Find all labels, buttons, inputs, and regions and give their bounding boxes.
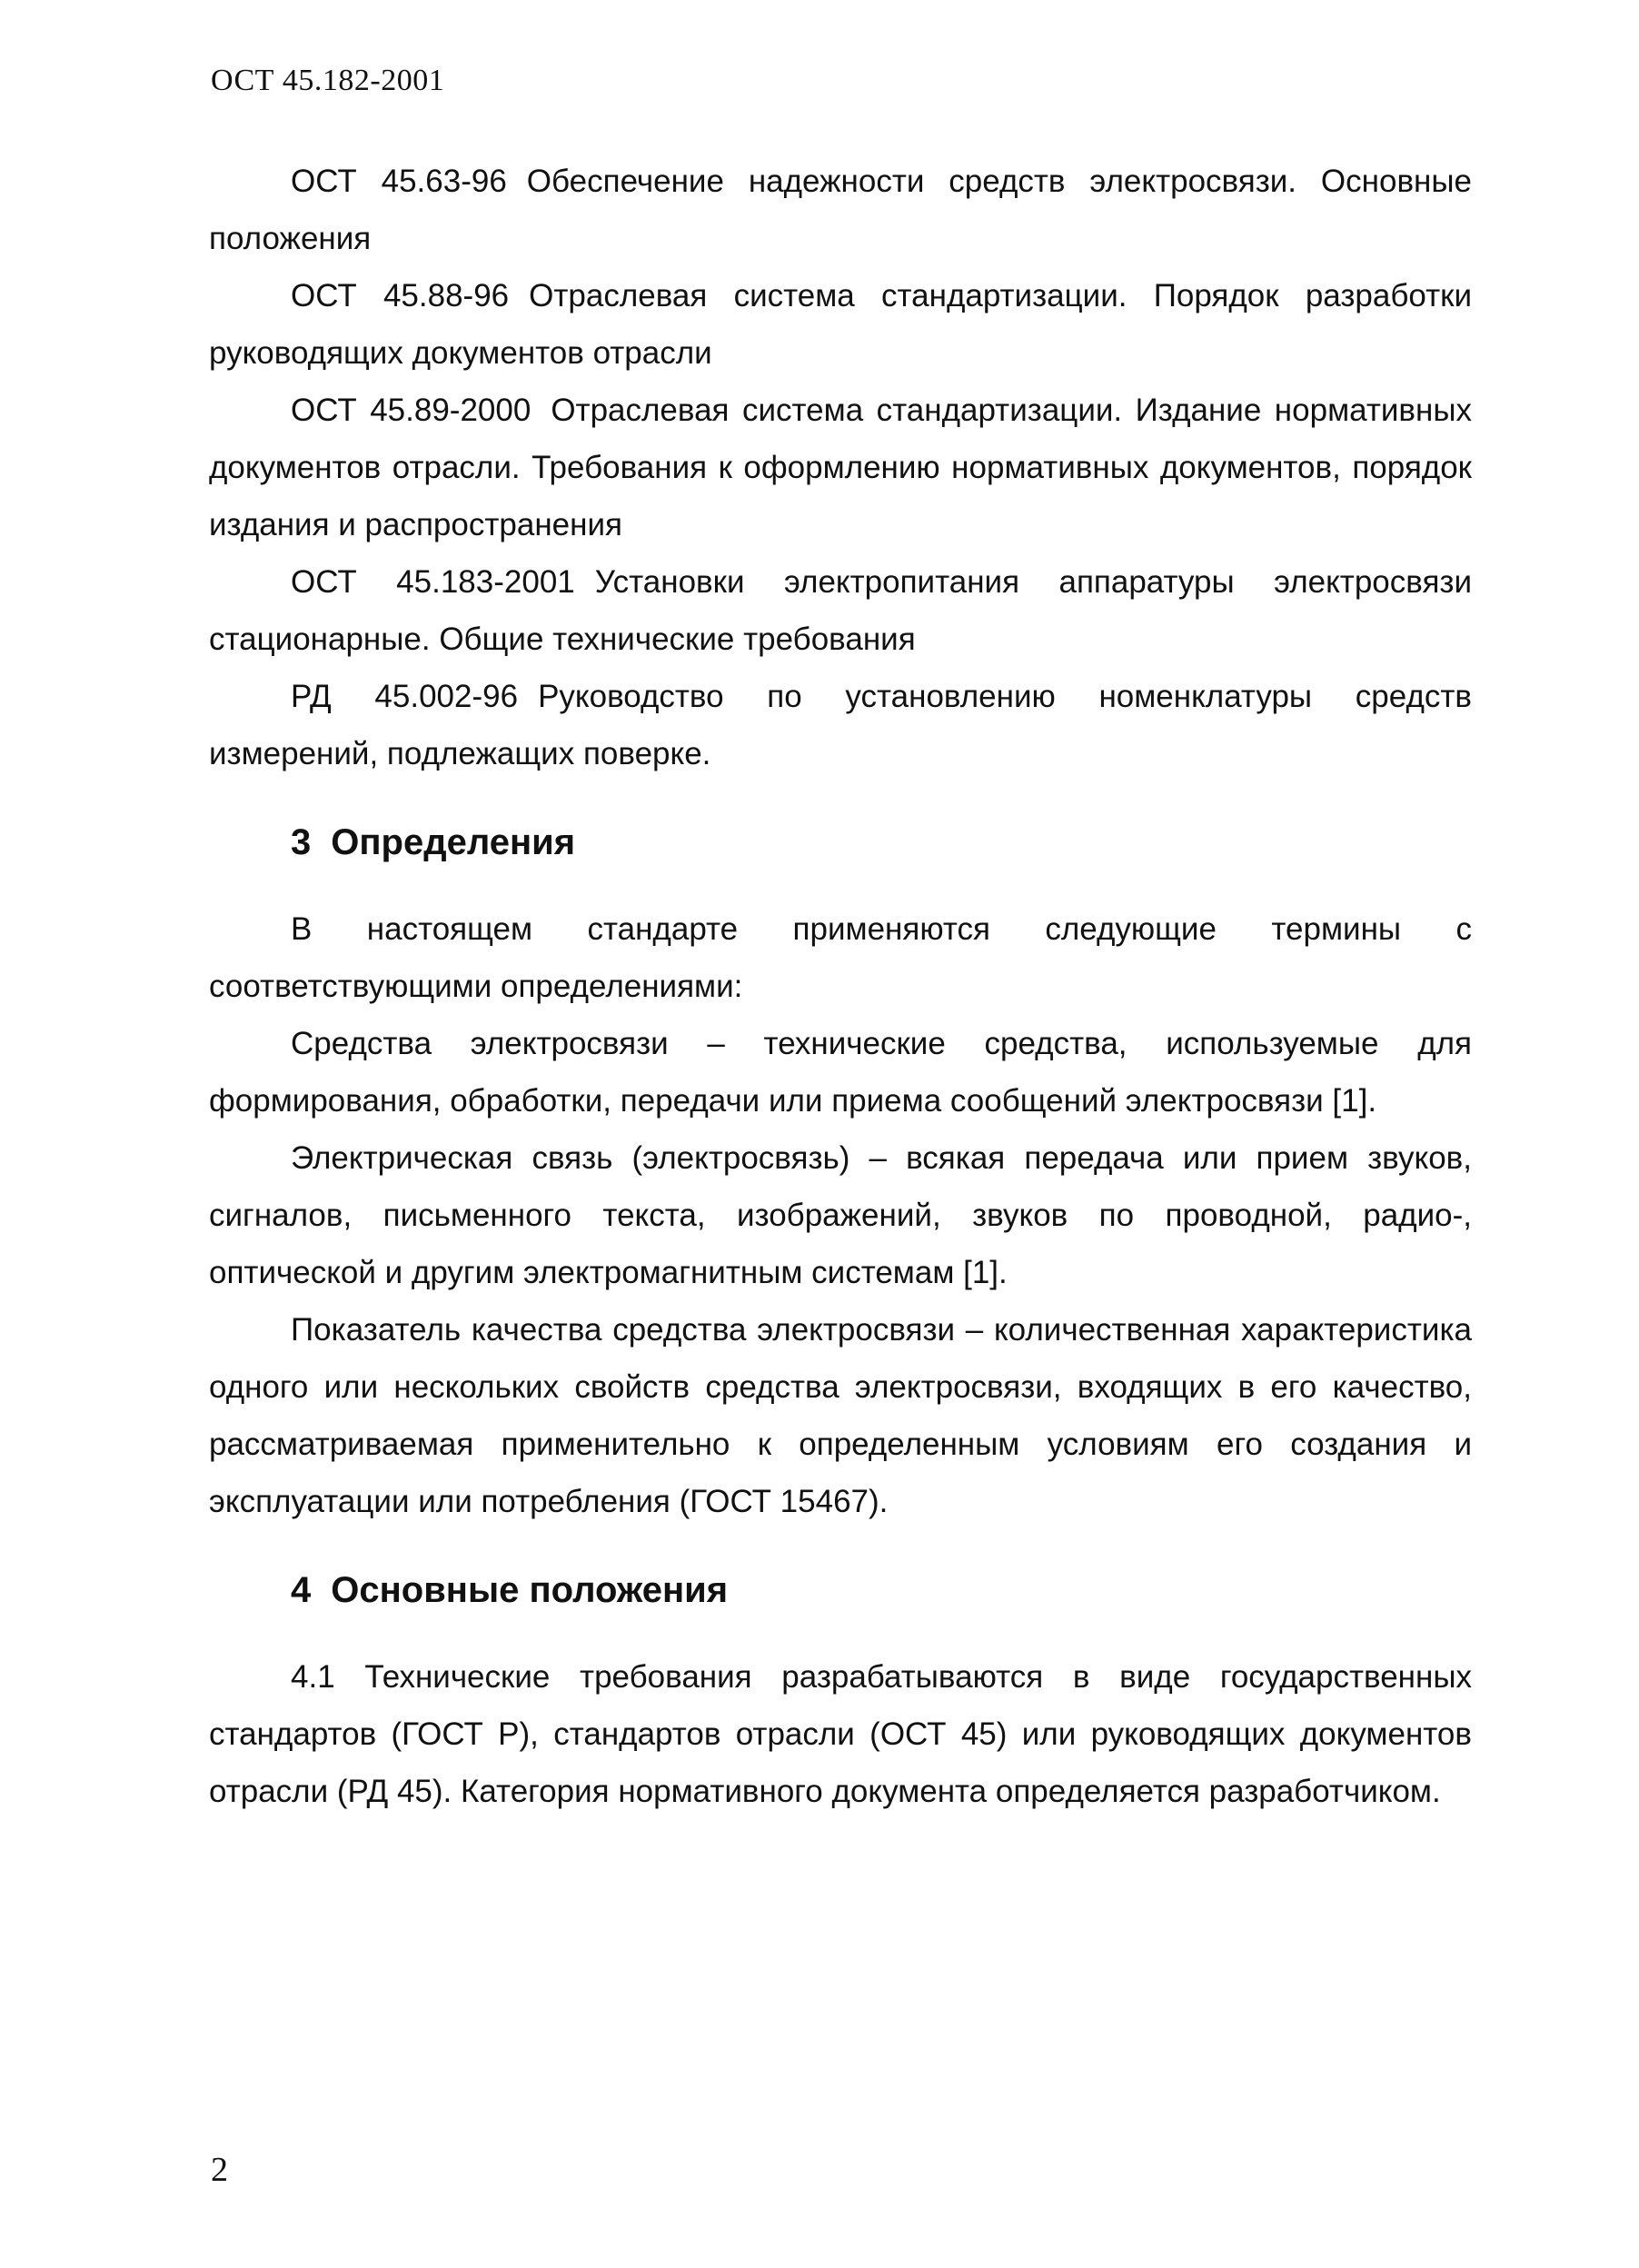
section-number: 4 bbox=[291, 1570, 312, 1610]
section-title: Определения bbox=[331, 822, 576, 862]
section-title: Основные положения bbox=[331, 1570, 729, 1610]
reference-item bbox=[209, 668, 1472, 782]
definition-paragraph: Показатель качества средства электросвязи – количественная характеристика одного или нескольких свойств средства электросвязи, входящих в его качество, рассматриваемая применительно к определенным условиям его создания и эксплуатации или потребления (ГОСТ 15467). bbox=[209, 1312, 1472, 1519]
document-code-header: ОСТ 45.182-2001 bbox=[211, 64, 445, 97]
section-4-body bbox=[209, 1648, 1472, 1820]
definition-paragraph: Электрическая связь (электросвязь) – всякая передача или прием звуков, сигналов, письменного текста, изображений, звуков по проводной, радио-, оптической и другим электромагнитным системам [1]. bbox=[209, 1140, 1472, 1290]
reference-item bbox=[209, 382, 1472, 553]
reference-title: Отраслевая система стандартизации. Издание нормативных документов отрасли. Требования к оформлению нормативных документов, порядок издания и распространения bbox=[209, 393, 1472, 542]
section-3-heading bbox=[291, 815, 1472, 870]
reference-code: ОСТ 45.63-96 bbox=[291, 164, 507, 199]
reference-title: Руководство по установлению номенклатуры средств измерений, подлежащих поверке. bbox=[209, 679, 1472, 771]
reference-item bbox=[209, 553, 1472, 668]
section-number: 3 bbox=[291, 822, 312, 862]
reference-item bbox=[209, 267, 1472, 382]
definitions-intro: В настоящем стандарте применяются следующие термины с соответствующими определениями: bbox=[209, 911, 1472, 1004]
reference-item bbox=[209, 153, 1472, 267]
reference-title: Установки электропитания аппаратуры электросвязи стационарные. Общие технические требования bbox=[209, 564, 1472, 657]
clause-paragraph: 4.1 Технические требования разрабатываются в виде государственных стандартов (ГОСТ Р), стандартов отрасли (ОСТ 45) или руководящих документов отрасли (РД 45). Категория нормативного документа определяется разработчиком. bbox=[209, 1659, 1472, 1809]
reference-code: ОСТ 45.183-2001 bbox=[291, 564, 575, 600]
normative-references-list bbox=[209, 153, 1472, 782]
reference-title: Обеспечение надежности средств электросвязи. Основные положения bbox=[209, 164, 1472, 256]
definition-paragraph: Средства электросвязи – технические средства, используемые для формирования, обработки, передачи или приема сообщений электросвязи [1]. bbox=[209, 1026, 1472, 1119]
section-3-body bbox=[209, 900, 1472, 1530]
section-4-heading bbox=[291, 1563, 1472, 1617]
reference-title: Отраслевая система стандартизации. Порядок разработки руководящих документов отрасли bbox=[209, 278, 1472, 371]
reference-code: ОСТ 45.89-2000 bbox=[291, 393, 531, 428]
page-number: 2 bbox=[211, 2151, 228, 2189]
reference-code: РД 45.002-96 bbox=[291, 679, 519, 714]
document-body bbox=[209, 153, 1472, 1820]
reference-code: ОСТ 45.88-96 bbox=[291, 278, 510, 313]
